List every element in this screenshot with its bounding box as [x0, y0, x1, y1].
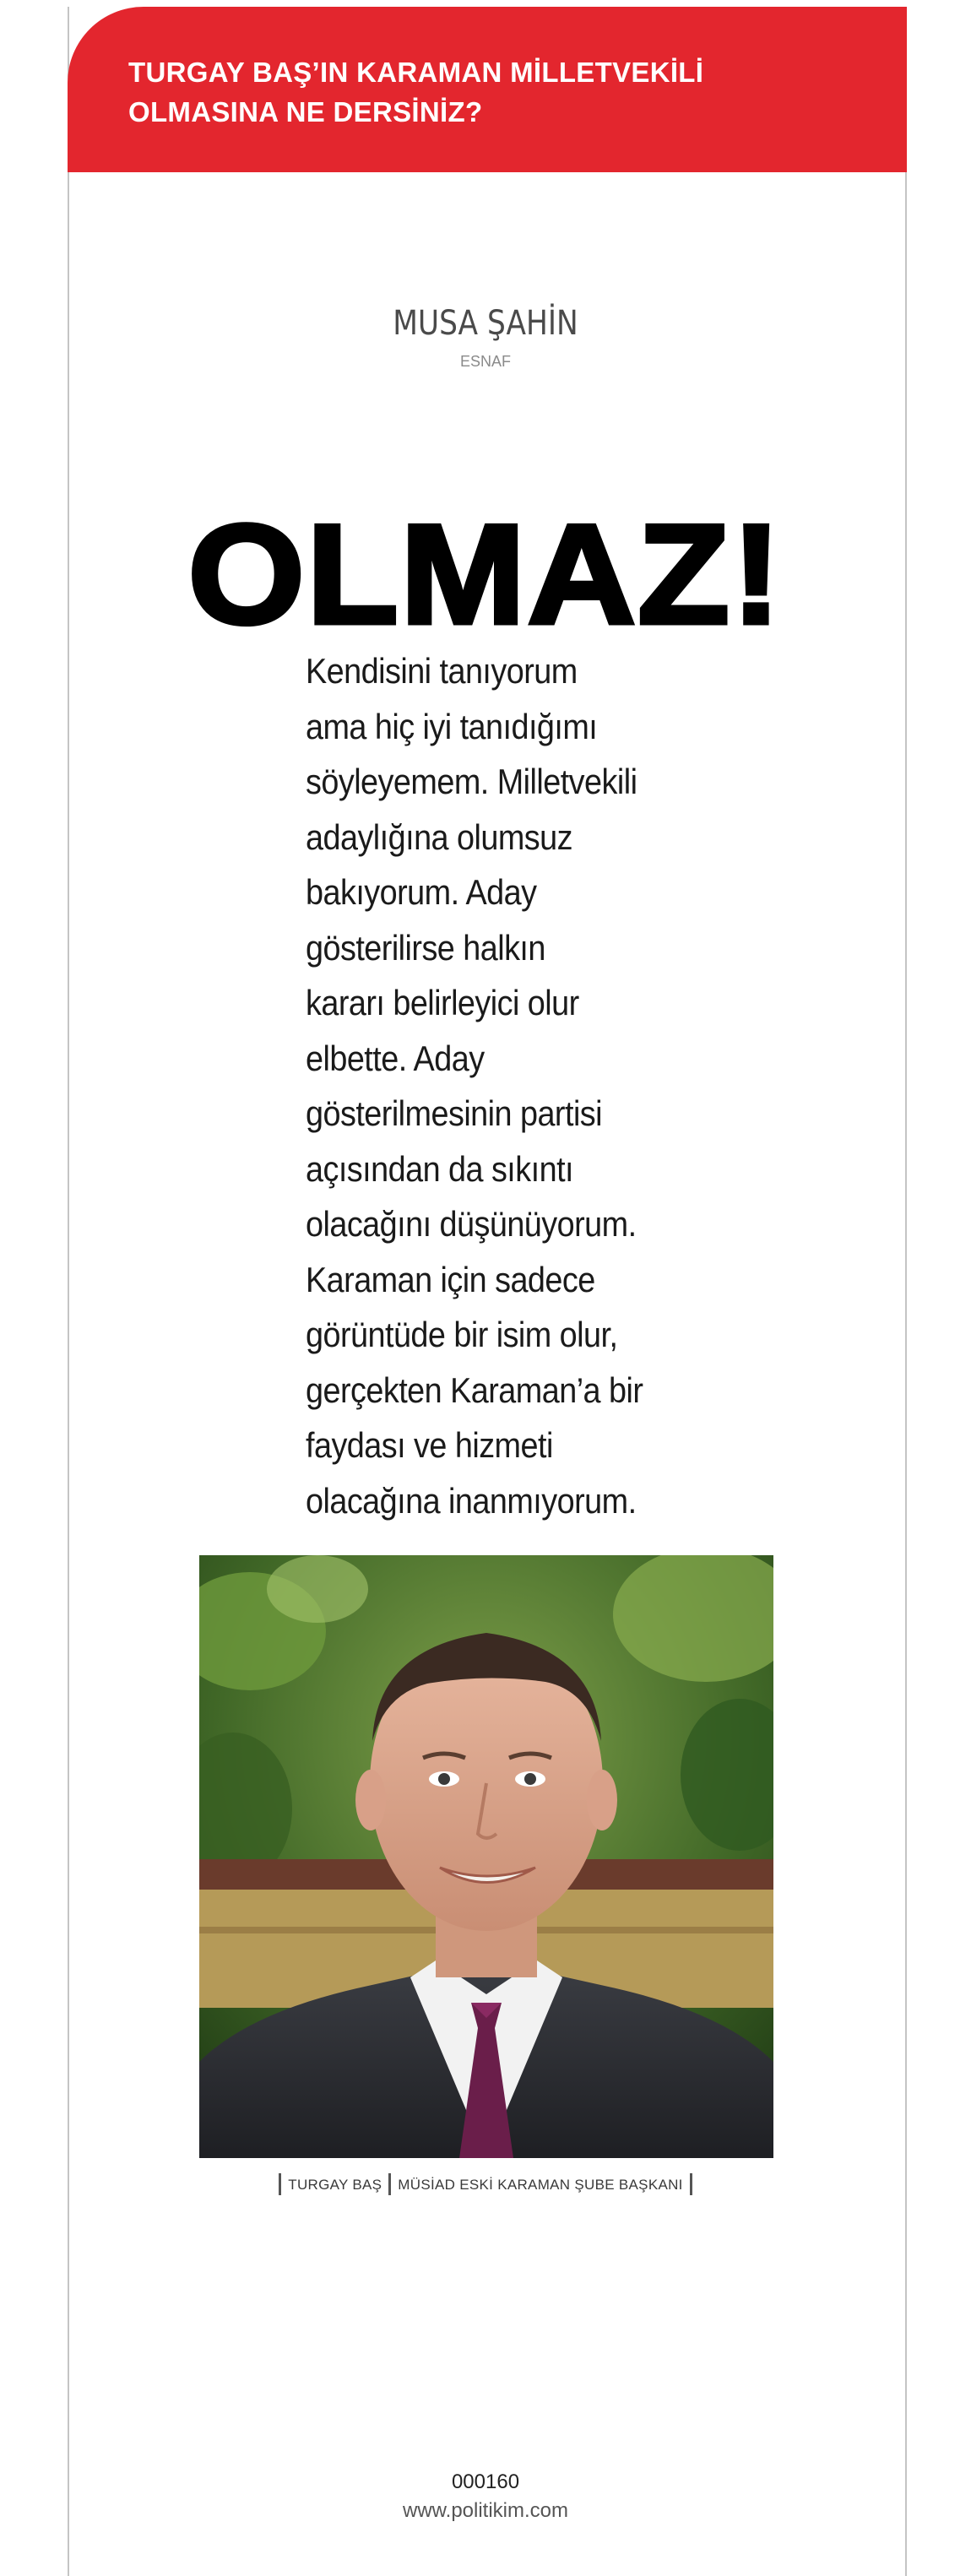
opinion-line: ama hiç iyi tanıdığımı	[306, 706, 598, 746]
opinion-line: Kendisini tanıyorum	[306, 651, 578, 691]
header-title-line-2: OLMASINA NE DERSİNİZ?	[128, 96, 483, 127]
opinion-line: olacağına inanmıyorum.	[306, 1480, 637, 1521]
header-title-line-1: TURGAY BAŞ’IN KARAMAN MİLLETVEKİLİ	[128, 57, 704, 88]
opinion-line: kararı belirleyici olur	[306, 983, 579, 1022]
opinion-line: olacağını düşünüyorum.	[306, 1204, 637, 1244]
opinion-line: adaylığına olumsuz	[306, 816, 572, 857]
caption-divider	[279, 2173, 281, 2195]
portrait-photo	[199, 1555, 773, 2158]
headline: OLMAZ!	[187, 495, 784, 653]
opinion-line: gösterilmesinin partisi	[306, 1093, 603, 1133]
opinion-line: bakıyorum. Aday	[306, 872, 537, 912]
photo-caption	[0, 2173, 971, 2195]
page-code: 000160	[451, 2470, 520, 2493]
opinion-line: gösterilirse halkın	[306, 927, 545, 968]
opinion-line: faydası ve hizmeti	[306, 1425, 553, 1465]
author-name: MUSA ŞAHİN	[393, 304, 578, 343]
opinion-text	[306, 643, 694, 1528]
caption-divider	[690, 2173, 692, 2195]
opinion-line: gerçekten Karaman’a bir	[306, 1369, 643, 1410]
portrait-illustration	[199, 1555, 773, 2158]
opinion-line: söyleyemem. Milletvekili	[306, 762, 637, 801]
opinion-line: görüntüde bir isim olur,	[306, 1315, 618, 1354]
opinion-line: Karaman için sadece	[306, 1259, 595, 1299]
caption-divider	[388, 2173, 391, 2195]
caption-title: MÜSİAD ESKİ KARAMAN ŞUBE BAŞKANI	[398, 2177, 683, 2193]
header-title	[128, 52, 821, 132]
opinion-line: elbette. Aday	[306, 1038, 485, 1078]
opinion-line: açısından da sıkıntı	[306, 1148, 574, 1189]
site-url[interactable]: www.politikim.com	[402, 2499, 569, 2522]
author-role: ESNAF	[459, 353, 511, 370]
caption-name: TURGAY BAŞ	[288, 2177, 382, 2193]
